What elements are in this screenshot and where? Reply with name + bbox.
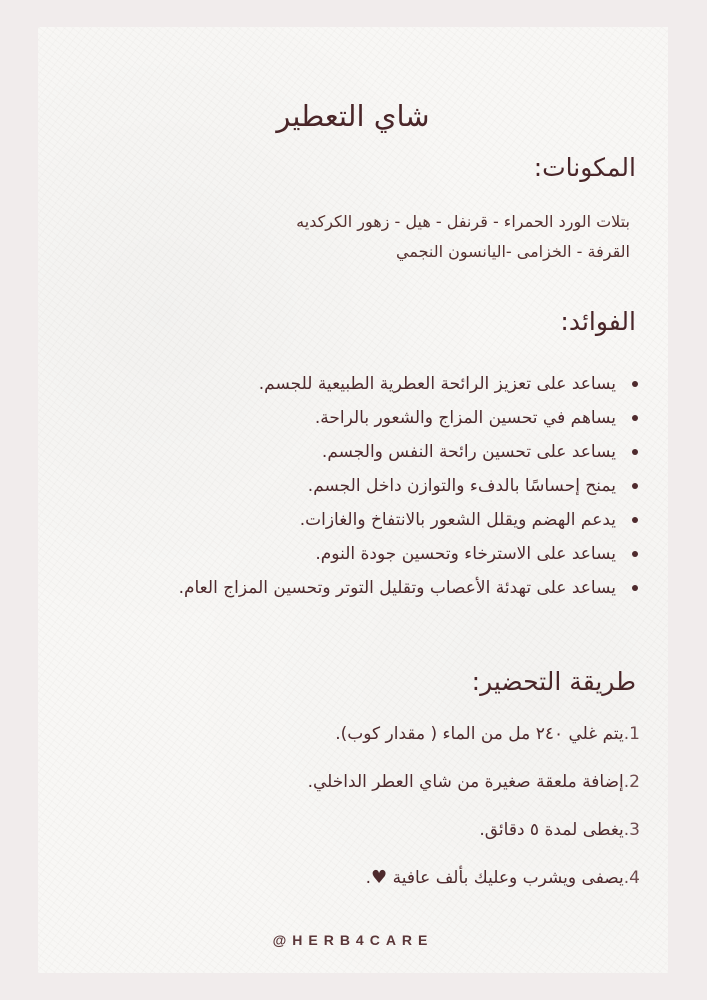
benefit-item [179, 503, 638, 537]
step-text: إضافة ملعقة صغيرة من شاي العطر الداخلي. [307, 772, 624, 792]
benefits-list [179, 367, 638, 605]
ingredients-list [296, 207, 630, 267]
step-suffix: . [365, 868, 372, 888]
benefit-text: يساعد على تعزيز الرائحة العطرية الطبيعية للجسم. [258, 374, 616, 394]
step-item [308, 758, 640, 806]
benefits-heading: الفوائد: [560, 307, 636, 336]
preparation-steps [308, 710, 640, 902]
page-title: شاي التعطير [276, 99, 430, 133]
bullet-icon [632, 483, 638, 489]
benefit-text: يدعم الهضم ويقلل الشعور بالانتفاخ والغازات. [299, 510, 616, 530]
benefit-text: يمنح إحساسًا بالدفء والتوازن داخل الجسم. [307, 476, 616, 496]
ingredients-line: بتلات الورد الحمراء - قرنفل - هيل - زهور الكركديه [296, 212, 630, 231]
step-text: يصفى ويشرب وعليك بألف عافية [392, 868, 624, 888]
step-item [308, 710, 640, 758]
step-number: 4. [623, 868, 640, 888]
bullet-icon [632, 585, 638, 591]
benefit-text: يساهم في تحسين المزاج والشعور بالراحة. [314, 408, 616, 428]
benefit-text: يساعد على تهدئة الأعصاب وتقليل التوتر وتحسين المزاج العام. [178, 578, 616, 598]
benefit-text: يساعد على الاسترخاء وتحسين جودة النوم. [315, 544, 616, 564]
step-text: يتم غلي ٢٤٠ مل من الماء ( مقدار كوب). [335, 724, 624, 744]
heart-icon: ♥ [371, 867, 388, 888]
benefit-item [179, 537, 638, 571]
benefit-item [179, 571, 638, 605]
step-text: يغطى لمدة ٥ دقائق. [479, 820, 624, 840]
benefit-item [179, 401, 638, 435]
bullet-icon [632, 517, 638, 523]
bullet-icon [632, 551, 638, 557]
step-item [308, 854, 640, 902]
step-number: 2. [623, 772, 640, 792]
benefit-item [179, 469, 638, 503]
recipe-card [38, 27, 668, 973]
bullet-icon [632, 381, 638, 387]
social-handle: @HERB4CARE [272, 932, 434, 948]
bullet-icon [632, 415, 638, 421]
benefit-item [179, 367, 638, 401]
ingredients-heading: المكونات: [533, 153, 636, 182]
benefit-item [179, 435, 638, 469]
step-number: 3. [623, 820, 640, 840]
bullet-icon [632, 449, 638, 455]
preparation-heading: طريقة التحضير: [471, 667, 636, 696]
ingredients-line: القرفة - الخزامى -اليانسون النجمي [395, 242, 630, 261]
benefit-text: يساعد على تحسين رائحة النفس والجسم. [321, 442, 616, 462]
step-item [308, 806, 640, 854]
step-number: 1. [623, 724, 640, 744]
